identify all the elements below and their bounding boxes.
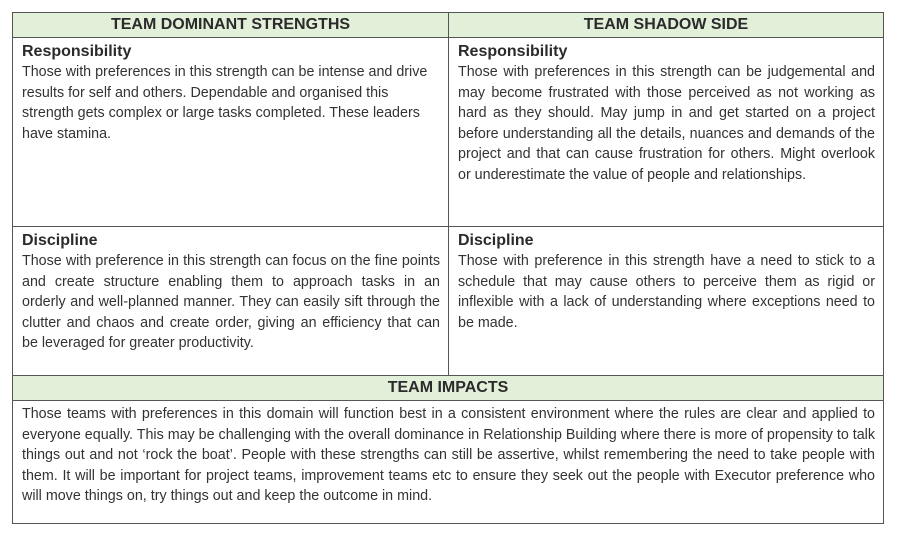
shadow-text: Those with preference in this strength have a need to stick to a schedule that may cause others to perceive them as rigid or inflexible with a lack of understanding where exceptions need to be made. — [458, 253, 875, 331]
impacts-header: TEAM IMPACTS — [13, 376, 883, 400]
shadow-cell-discipline — [449, 227, 883, 375]
strengths-table — [12, 12, 884, 524]
shadow-text: Those with preferences in this strength can be judgemental and may become frustrated with those perceived as not working as hard as they should. May jump in and get started on a project before understanding all the details, nuances and demands of the project and that can cause frustration for others. Might overlook or underestimate the value of people and relationships. — [458, 64, 875, 183]
strength-heading: Discipline — [22, 232, 98, 249]
strength-cell-responsibility — [13, 38, 448, 226]
impacts-text: Those teams with preferences in this domain will function best in a consistent environment where the rules are clear and applied to everyone equally. This may be challenging with the overall dominance in Relationship Building where there is more of propensity to talk things out and not ‘rock the boat’. People with these strengths can still be assertive, whilst remembering the need to take people with them. It will be important for project teams, improvement teams etc to ensure they seek out the people with Executor preference who will move things on, try things out and keep the outcome in mind. — [22, 406, 875, 505]
column-divider — [448, 13, 449, 375]
strengths-header: TEAM DOMINANT STRENGTHS — [13, 13, 448, 37]
strength-cell-discipline — [13, 227, 448, 375]
shadow-cell-responsibility — [449, 38, 883, 226]
shadow-heading: Responsibility — [458, 43, 568, 60]
strength-text: Those with preferences in this strength can be intense and drive results for self and others. Dependable and organised this strength gets complex or large tasks completed. These leaders have stamina. — [22, 64, 428, 142]
shadow-header: TEAM SHADOW SIDE — [449, 13, 883, 37]
shadow-heading: Discipline — [458, 232, 534, 249]
strength-heading: Responsibility — [22, 43, 132, 60]
impacts-cell — [13, 401, 883, 523]
strength-text: Those with preference in this strength can focus on the fine points and create structure enabling them to approach tasks in an orderly and well-planned manner. They can easily sift through the clutter and chaos and create order, giving an efficiency that can be leveraged for greater productivity. — [22, 253, 440, 352]
